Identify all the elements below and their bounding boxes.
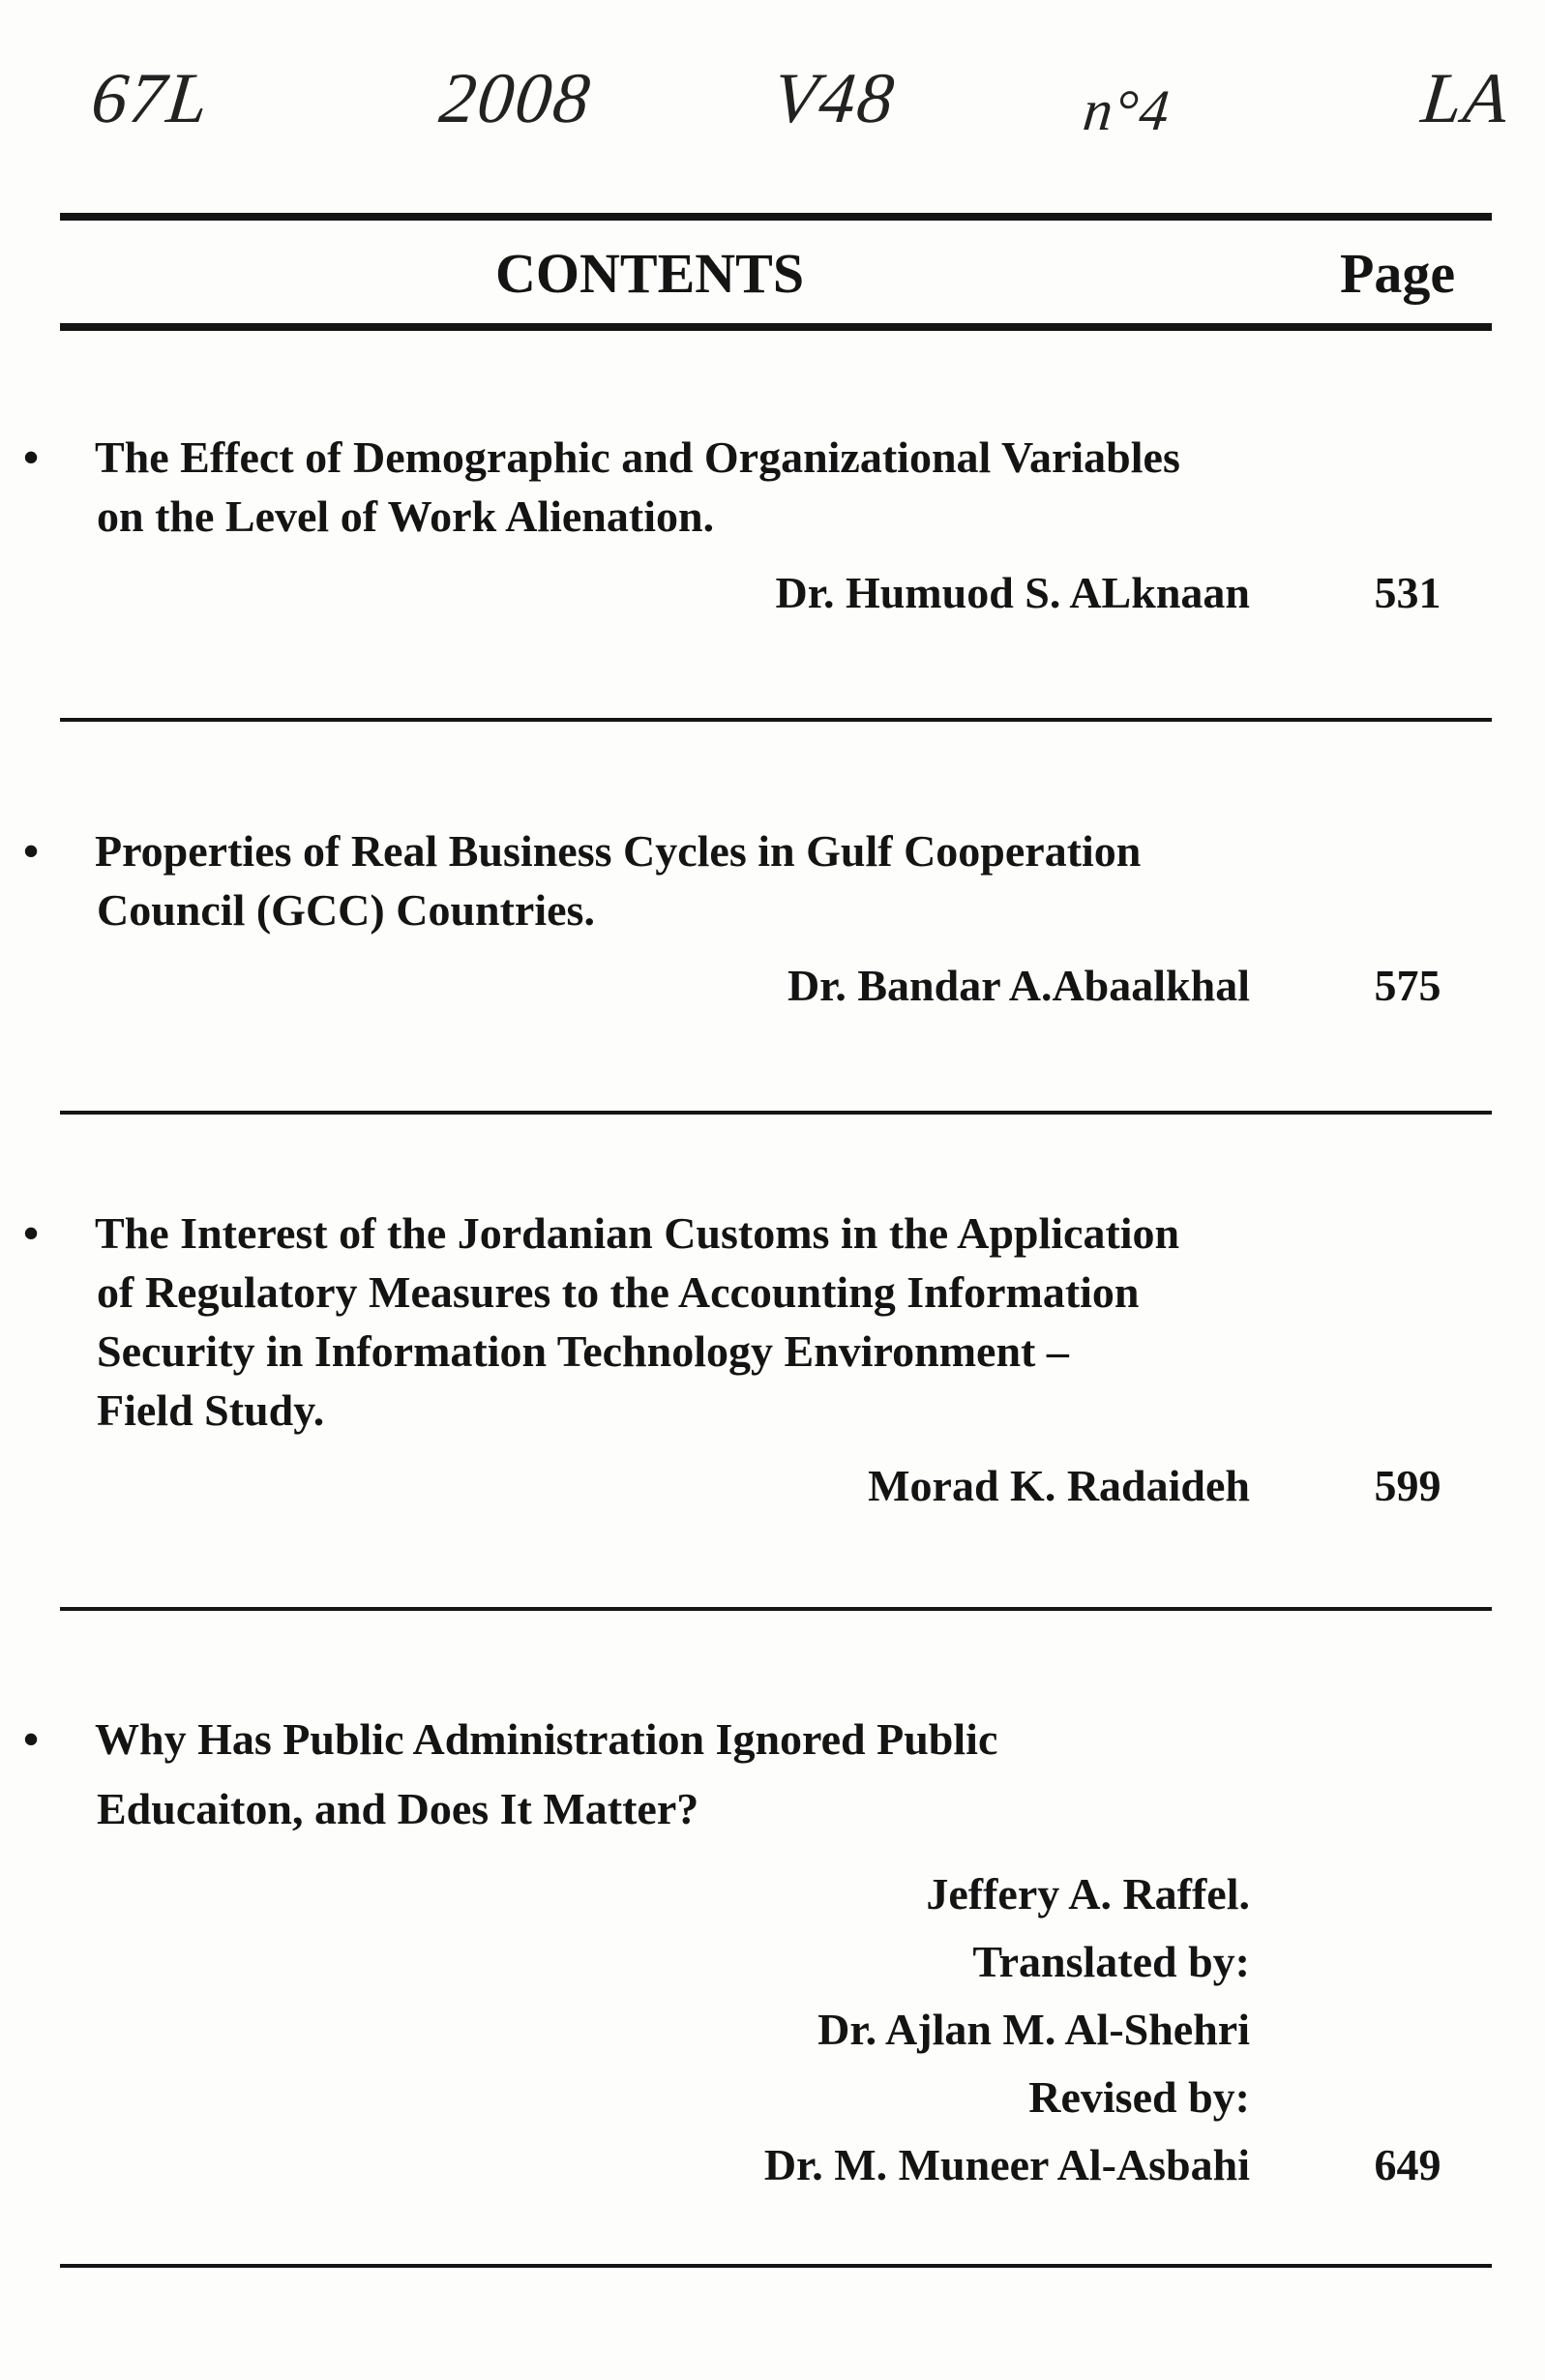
title-line: • Properties of Real Business Cycles in Gulf Cooperation [60, 821, 1250, 880]
translated-by-label: Translated by: [972, 1937, 1250, 1986]
title-line: on the Level of Work Alienation. [97, 491, 715, 541]
handwritten-mark: LA [1417, 59, 1514, 138]
author: Dr. Bandar A.Abaalkhal [787, 961, 1250, 1010]
title-line: Council (GCC) Countries. [97, 885, 595, 935]
handwritten-mark: 2008 [435, 59, 596, 138]
bullet-icon: • [23, 432, 40, 482]
title-line: Field Study. [97, 1385, 325, 1435]
author: Morad K. Radaideh [868, 1461, 1250, 1510]
title-line: • The Effect of Demographic and Organizational Variables [60, 428, 1250, 487]
revised-by-label: Revised by: [1028, 2072, 1250, 2122]
bullet-icon: • [23, 1714, 40, 1764]
entry-divider [60, 718, 1492, 722]
bullet-icon: • [23, 1208, 40, 1258]
page-number: 575 [1374, 961, 1441, 1010]
title-line: • The Interest of the Jordanian Customs in the Application [60, 1204, 1250, 1263]
toc-entry-title [23, 1204, 1250, 1440]
bullet-icon: • [23, 826, 40, 876]
translator: Dr. Ajlan M. Al-Shehri [817, 2005, 1250, 2054]
toc-entry-title [23, 1705, 1250, 1844]
entry-divider [60, 2264, 1492, 2268]
title-line: • Why Has Public Administration Ignored Public [60, 1705, 1250, 1774]
title-line: Educaiton, and Does It Matter? [97, 1784, 699, 1833]
page-number: 599 [1374, 1461, 1441, 1510]
handwritten-mark: 67L [87, 59, 214, 138]
header-top-rule [60, 213, 1492, 221]
contents-heading: CONTENTS [495, 242, 805, 305]
author: Dr. Humuod S. ALknaan [775, 568, 1250, 617]
handwritten-mark: n°4 [1080, 78, 1174, 142]
title-line: Security in Information Technology Environment – [97, 1326, 1069, 1376]
page-column-heading: Page [1340, 242, 1456, 305]
reviser: Dr. M. Muneer Al-Asbahi [763, 2140, 1250, 2189]
entry-divider [60, 1111, 1492, 1115]
page-number: 531 [1374, 568, 1441, 617]
toc-entry-title [23, 821, 1250, 939]
handwritten-mark: V48 [769, 59, 900, 138]
toc-entry-title [23, 428, 1250, 546]
title-line: of Regulatory Measures to the Accounting Information [97, 1267, 1140, 1317]
author: Jeffery A. Raffel. [926, 1869, 1250, 1919]
page-number: 649 [1374, 2140, 1441, 2189]
entry-divider [60, 1607, 1492, 1611]
header-bottom-rule [60, 323, 1492, 331]
